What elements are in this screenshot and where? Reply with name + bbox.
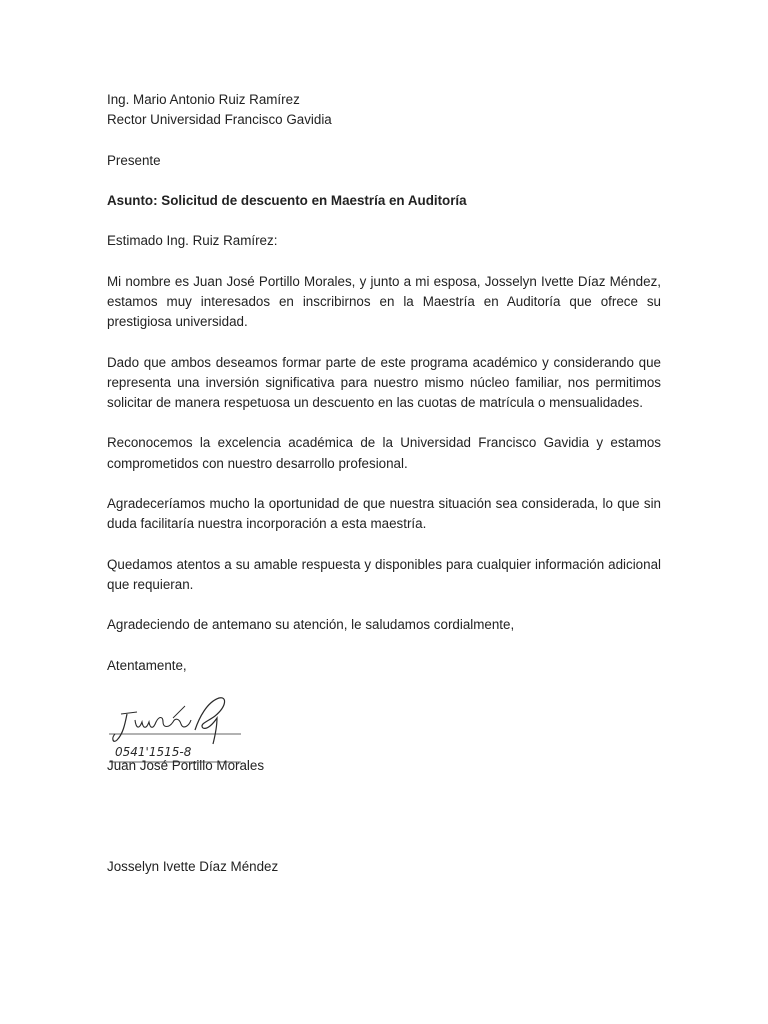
body-paragraph-6: Agradeciendo de antemano su atención, le saludamos cordialmente, <box>107 617 515 633</box>
handwritten-signature <box>103 694 253 764</box>
presente-line: Presente <box>107 152 161 168</box>
recipient-name: Ing. Mario Antonio Ruiz Ramírez <box>107 92 300 107</box>
body-paragraph-1: Mi nombre es Juan José Portillo Morales, y junto a mi esposa, Josselyn Ivette Díaz Méndez, estamos muy interesados en inscribirnos en la Maestría en Auditoría que ofrece su prestigiosa universidad. <box>107 273 661 330</box>
salutation-line: Estimado Ing. Ruiz Ramírez: <box>107 233 278 249</box>
signature-area <box>107 694 661 759</box>
body-paragraph-2: Dado que ambos deseamos formar parte de este programa académico y considerando que representa una inversión significativa para nuestro mismo núcleo familiar, nos permitimos solicitar de manera respetuosa un descuento en las cuotas de matrícula o mensualidades. <box>107 354 661 410</box>
signer-name-1: Juan José Portillo Morales <box>107 757 265 773</box>
recipient-block <box>107 90 661 130</box>
signer-name-2: Josselyn Ivette Díaz Méndez <box>107 859 279 875</box>
closing-line: Atentamente, <box>107 657 187 673</box>
body-paragraph-5: Quedamos atentos a su amable respuesta y disponibles para cualquier información adicional que requieran. <box>107 556 661 592</box>
subject-line: Asunto: Solicitud de descuento en Maestría en Auditoría <box>107 192 467 208</box>
body-paragraph-3: Reconocemos la excelencia académica de la Universidad Francisco Gavidia y estamos comprometidos con nuestro desarrollo profesional. <box>107 435 661 471</box>
handwritten-id: 0541'1515-8 <box>115 744 192 759</box>
recipient-title: Rector Universidad Francisco Gavidia <box>107 112 332 128</box>
letter-page <box>107 90 661 877</box>
body-paragraph-4: Agradeceríamos mucho la oportunidad de que nuestra situación sea considerada, lo que sin duda facilitaría nuestra incorporación a esta maestría. <box>107 495 661 532</box>
